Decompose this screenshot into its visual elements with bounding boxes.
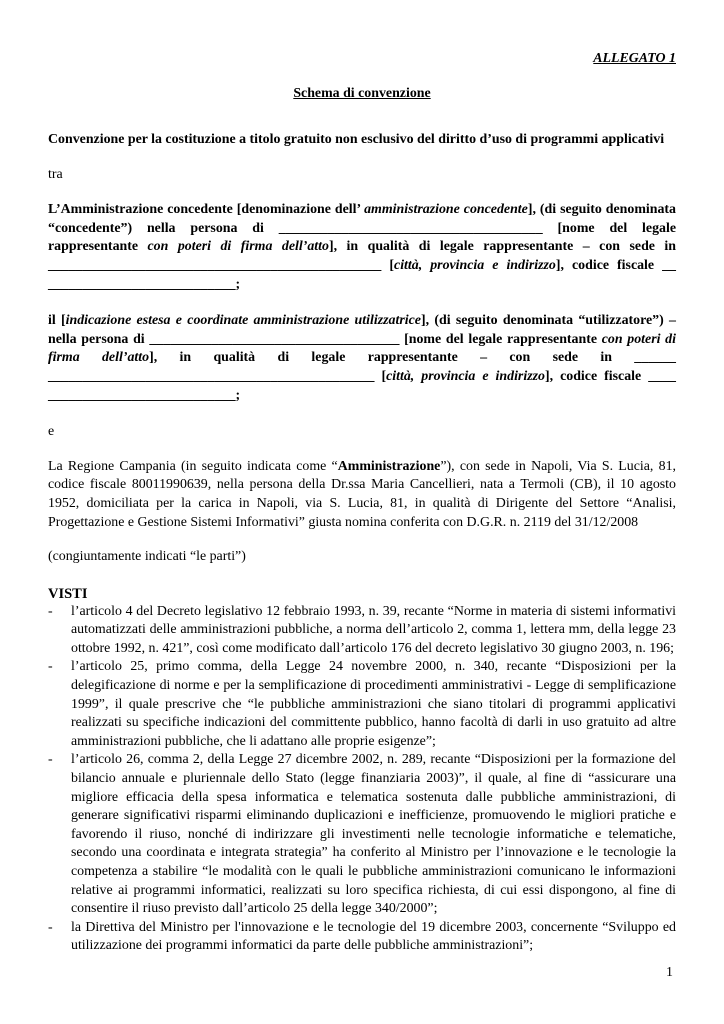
visti-title: VISTI (48, 585, 88, 602)
party2-italic-a: indicazione estesa e coordinate amministrazione utilizzatrice (65, 313, 421, 329)
party1-text-b: ], (di seguito denominata “concedente”) nella persona di ______________________________________ [nome del legale rappresentante (48, 202, 676, 255)
e-separator: e (48, 424, 55, 440)
list-item (48, 919, 676, 956)
regione-bold: Amministrazione (337, 458, 441, 474)
regione-text-a: La Regione Campania (in seguito indicata come “ (48, 458, 338, 474)
list-item-text: l’articolo 25, primo comma, della Legge 24 novembre 2000, n. 340, recante “Disposizioni per la delegificazione di norme e per la semplificazione di procedimenti amministrativi - Legge di semplificazione 1999”, il quale prescrive che “le pubbliche amministrazioni che siano titolari di programmi applicativi realizzati su specifiche indicazioni del committente pubblico, hanno facoltà di darli in uso gratuito ad altre amministrazioni pubbliche, che li adattano alle proprie esigenze”; (71, 659, 676, 749)
list-item-text: l’articolo 4 del Decreto legislativo 12 febbraio 1993, n. 39, recante “Norme in materia di sistemi informativi automatizzati delle amministrazioni pubbliche, a norma dell’articolo 2, comma 1, lettera mm, della legge 23 ottobre 1992, n. 421”, così come modificato dall’articolo 176 del decreto legislativo 30 giugno 2003, n. 196; (71, 603, 676, 656)
tra-text: tra (48, 166, 63, 182)
schema-title: Schema di convenzione (293, 86, 431, 101)
dash-bullet: - (48, 659, 53, 675)
list-item (48, 603, 676, 659)
visti-list (48, 603, 676, 956)
party2-italic-b: con poteri di firma dell’atto (48, 331, 676, 366)
party1-italic-a: amministrazione concedente (364, 202, 528, 218)
convention-title: Convenzione per la costituzione a titolo gratuito non esclusivo del diritto d’uso di programmi applicativi (48, 132, 665, 147)
party1-text-a: L’Amministrazione concedente [denominazione dell’ (48, 202, 365, 218)
party1-italic-b: con poteri di firma dell’atto (147, 239, 329, 255)
allegato-label: ALLEGATO 1 (593, 51, 676, 66)
page-number: 1 (666, 965, 673, 980)
congiuntamente-text: (congiuntamente indicati “le parti”) (48, 549, 246, 565)
party1-text-d: ], codice fiscale __ ___________________________; (48, 257, 676, 292)
document-page (48, 50, 676, 956)
party-utilizzatore (48, 312, 676, 405)
regione-paragraph (48, 458, 676, 532)
party1-text-c: ], in qualità di legale rappresentante – con sede in ________________________________________________ [ (48, 239, 677, 273)
party2-text-b: ], (di seguito denominata “utilizzatore”) – nella persona di ____________________________________ [nome del legale rappresentante (48, 313, 676, 347)
dash-bullet: - (48, 603, 53, 619)
party2-italic-c: città, provincia e indirizzo (386, 368, 545, 384)
list-item-text: l’articolo 26, comma 2, della Legge 27 dicembre 2002, n. 289, recante “Disposizioni per la formazione del bilancio annuale e pluriennale dello Stato (legge finanziaria 2003)”, il quale, al fine di “assicurare una migliore efficacia della spesa informatica e telematica sostenuta dalle pubbliche amministrazioni, di generare significativi risparmi eliminando duplicazioni e inefficienze, promuovendo le migliori pratiche e favorendo il riuso, nonché di indirizzare gli investimenti nelle tecnologie informatiche e telematiche, secondo una coordinata e integrata strategia” ha conferito al Ministro per l’innovazione e le tecnologie la competenza a stabilire “le modalità con le quali le pubbliche amministrazioni comunicano le informazioni relative ai programmi informatici, realizzati su loro specifica richiesta, di cui essi dispongono, al fine di consentire il riuso previsto dall’articolo 25 della legge 340/2000”; (71, 752, 676, 917)
party1-italic-c: città, provincia e indirizzo (394, 257, 556, 273)
regione-text-b: ”), con sede in Napoli, Via S. Lucia, 81, codice fiscale 80011990639, nella persona della Dr.ssa Maria Cancellieri, nata a Termoli (CB), il 10 agosto 1952, domiciliata per la carica in Napoli, via S. Lucia, 81, in qualità di Dirigente del Settore “Analisi, Progettazione e Gestione Sistemi Informativi” giusta nomina conferita con D.G.R. n. 2119 del 31/12/2008 (48, 458, 676, 530)
list-item (48, 751, 676, 918)
party2-text-a: il [ (48, 313, 66, 329)
party2-text-d: ], codice fiscale ____ ___________________________; (48, 368, 676, 403)
dash-bullet: - (48, 752, 53, 768)
list-item-text: la Direttiva del Ministro per l'innovazione e le tecnologie del 19 dicembre 2003, concernente “Sviluppo ed utilizzazione dei programmi informatici da parte delle pubbliche amministrazioni”; (71, 919, 676, 954)
list-item (48, 658, 676, 751)
dash-bullet: - (48, 919, 53, 935)
party-concedente (48, 201, 676, 294)
party2-text-c: ], in qualità di legale rappresentante – con sede in ______ _______________________________________________ [ (48, 350, 676, 384)
